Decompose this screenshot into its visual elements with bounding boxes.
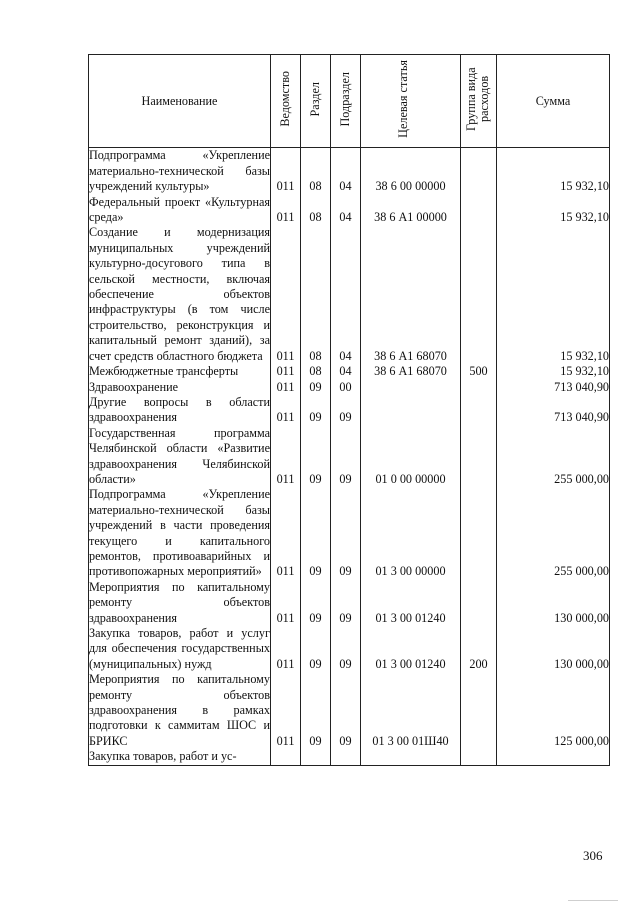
- row-expense-group: [461, 426, 497, 488]
- row-department: 011: [271, 364, 301, 379]
- row-name: Мероприятия по капитальному ремонту объектов здравоохранения: [89, 579, 270, 625]
- row-name: Федеральный проект «Культурная среда»: [89, 194, 270, 225]
- table-header-row: [89, 55, 610, 148]
- row-name: Межбюджетные трансферты: [89, 364, 271, 379]
- row-amount: 15 932,10: [497, 195, 610, 226]
- row-subsection: 09: [331, 626, 361, 672]
- table-row: [89, 580, 610, 626]
- row-section: 09: [301, 487, 331, 579]
- row-target-article: 01 3 00 01240: [361, 580, 461, 626]
- row-name: Другие вопросы в области здравоохранения: [89, 394, 270, 425]
- row-amount: 130 000,00: [497, 626, 610, 672]
- table-row: [89, 195, 610, 226]
- row-amount: 15 932,10: [497, 225, 610, 364]
- row-expense-group: [461, 148, 497, 195]
- row-amount: 255 000,00: [497, 426, 610, 488]
- row-expense-group: [461, 195, 497, 226]
- row-expense-group: [461, 580, 497, 626]
- row-department: 011: [271, 487, 301, 579]
- table-row: [89, 672, 610, 749]
- row-expense-group: [461, 672, 497, 749]
- row-expense-group: [461, 395, 497, 426]
- header-target-article: Целевая статья: [361, 55, 461, 148]
- row-name: Здравоохранение: [89, 380, 271, 395]
- row-target-article: 38 6 А1 68070: [361, 364, 461, 379]
- row-section: 08: [301, 364, 331, 379]
- row-section: 09: [301, 426, 331, 488]
- row-amount: 125 000,00: [497, 672, 610, 749]
- row-amount: 713 040,90: [497, 395, 610, 426]
- row-subsection: 04: [331, 364, 361, 379]
- row-target-article: 01 3 00 01240: [361, 626, 461, 672]
- row-amount: 713 040,90: [497, 380, 610, 395]
- row-amount: [497, 749, 610, 765]
- row-department: 011: [271, 672, 301, 749]
- table-row: [89, 749, 610, 765]
- row-section: [301, 749, 331, 765]
- row-section: 08: [301, 225, 331, 364]
- row-name: Закупка товаров, работ и услуг для обеспечения государственных (муниципальных) нужд: [89, 626, 270, 671]
- row-subsection: 09: [331, 395, 361, 426]
- row-department: 011: [271, 225, 301, 364]
- row-section: 09: [301, 380, 331, 395]
- row-department: 011: [271, 380, 301, 395]
- row-amount: 15 932,10: [497, 364, 610, 379]
- header-name: Наименование: [89, 55, 271, 148]
- row-name: Государственная программа Челябинской области «Развитие здравоохранения Челябинской области»: [89, 425, 270, 486]
- row-subsection: 00: [331, 380, 361, 395]
- row-section: 09: [301, 395, 331, 426]
- table-row: [89, 487, 610, 579]
- row-name: Подпрограмма «Укрепление материально-технической базы учреждений в части проведения текущего и капитального ремонтов, противоаварийных и противопожарных мероприятий»: [89, 487, 270, 579]
- row-amount: 255 000,00: [497, 487, 610, 579]
- row-amount: 15 932,10: [497, 148, 610, 195]
- table-row: [89, 225, 610, 364]
- row-amount: 130 000,00: [497, 580, 610, 626]
- row-name: Создание и модернизация муниципальных учреждений культурно-досугового типа в сельской местности, включая обеспечение объектов инфраструктуры (в том числе строительство, реконструкция и капитальный ремонт зданий), за счет средств областного бюджета: [89, 225, 270, 363]
- row-expense-group: 500: [461, 364, 497, 379]
- row-department: 011: [271, 148, 301, 195]
- row-section: 09: [301, 580, 331, 626]
- row-target-article: 01 0 00 00000: [361, 426, 461, 488]
- row-department: 011: [271, 395, 301, 426]
- row-section: 08: [301, 148, 331, 195]
- table-row: [89, 148, 610, 195]
- row-expense-group: 200: [461, 626, 497, 672]
- row-department: 011: [271, 195, 301, 226]
- header-section: Раздел: [301, 55, 331, 148]
- header-expense-group: Группа вида расходов: [461, 55, 497, 148]
- row-subsection: 09: [331, 487, 361, 579]
- row-name: Подпрограмма «Укрепление материально-технической базы учреждений культуры»: [89, 148, 270, 194]
- row-department: [271, 749, 301, 765]
- row-target-article: 01 3 00 00000: [361, 487, 461, 579]
- table-row: [89, 364, 610, 379]
- row-section: 08: [301, 195, 331, 226]
- row-expense-group: [461, 749, 497, 765]
- row-target-article: [361, 380, 461, 395]
- row-expense-group: [461, 380, 497, 395]
- table-row: [89, 380, 610, 395]
- row-target-article: [361, 749, 461, 765]
- row-section: 09: [301, 672, 331, 749]
- table-row: [89, 426, 610, 488]
- row-subsection: 09: [331, 580, 361, 626]
- header-subsection: Подраздел: [331, 55, 361, 148]
- row-target-article: 01 3 00 01Ш40: [361, 672, 461, 749]
- row-department: 011: [271, 580, 301, 626]
- row-target-article: 38 6 00 00000: [361, 148, 461, 195]
- row-expense-group: [461, 487, 497, 579]
- row-subsection: [331, 749, 361, 765]
- budget-table: [88, 54, 610, 766]
- row-expense-group: [461, 225, 497, 364]
- table-row: [89, 626, 610, 672]
- row-section: 09: [301, 626, 331, 672]
- row-subsection: 04: [331, 225, 361, 364]
- scan-artifact-line: [568, 900, 618, 901]
- row-department: 011: [271, 626, 301, 672]
- row-target-article: [361, 395, 461, 426]
- row-target-article: 38 6 А1 00000: [361, 195, 461, 226]
- row-subsection: 09: [331, 426, 361, 488]
- row-subsection: 04: [331, 148, 361, 195]
- page-number: 306: [583, 848, 603, 863]
- header-amount: Сумма: [497, 55, 610, 148]
- row-subsection: 09: [331, 672, 361, 749]
- row-name: Мероприятия по капитальному ремонту объектов здравоохранения в рамках подготовки к саммитам ШОС и БРИКС: [89, 672, 270, 748]
- row-name: Закупка товаров, работ и ус-: [89, 749, 271, 765]
- header-department: Ведомство: [271, 55, 301, 148]
- row-department: 011: [271, 426, 301, 488]
- row-subsection: 04: [331, 195, 361, 226]
- table-row: [89, 395, 610, 426]
- row-target-article: 38 6 А1 68070: [361, 225, 461, 364]
